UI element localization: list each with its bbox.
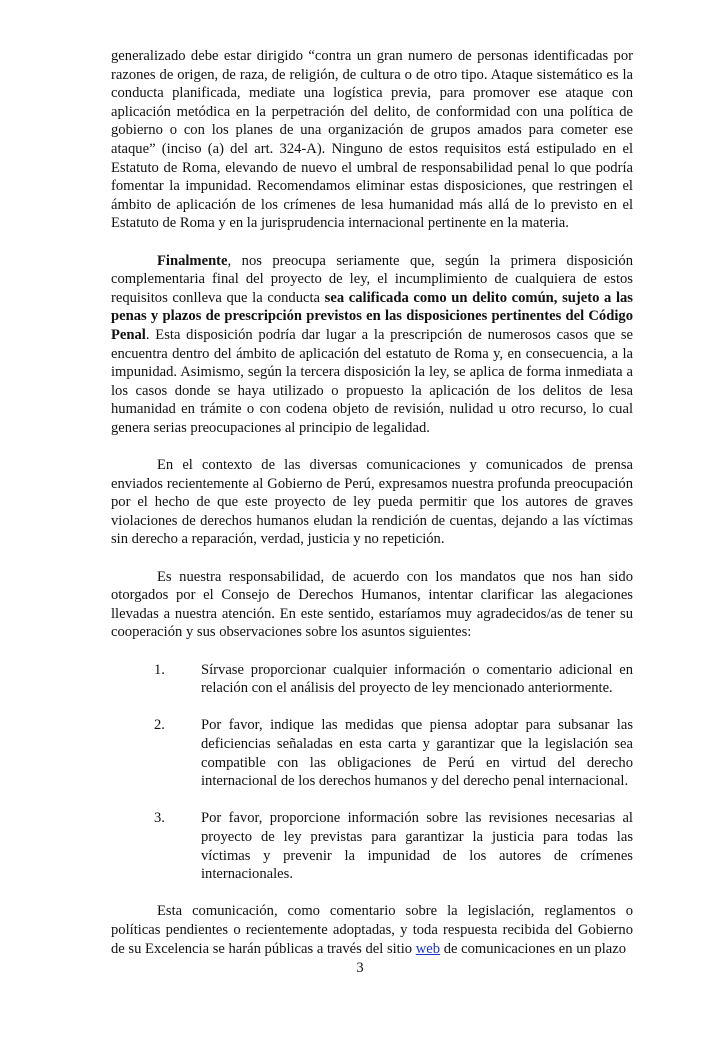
list-item xyxy=(111,809,633,883)
list-item-text: Por favor, proporcione información sobre las revisiones necesarias al proyecto de ley previstas para garantizar la justicia para todas las víctimas y prevenir la impunidad de los autores de crímenes internacionales. xyxy=(201,810,633,883)
questions-list xyxy=(111,661,633,884)
paragraph-5-text-a: Esta comunicación, como comentario sobre la legislación, reglamentos o políticas pendientes o recientemente adoptadas, y toda respuesta recibida del Gobierno de su Excelencia se harán públicas a través del sitio xyxy=(111,903,633,957)
list-item-text: Por favor, indique las medidas que piensa adoptar para subsanar las deficiencias señaladas en esta carta y garantizar que la legislación sea compatible con las obligaciones de Perú en virtud del derecho internacional de los derechos humanos y del derecho penal internacional. xyxy=(201,717,633,790)
paragraph-5 xyxy=(111,902,633,958)
list-item-text: Sírvase proporcionar cualquier información o comentario adicional en relación con el análisis del proyecto de ley mencionado anteriormente. xyxy=(201,661,633,697)
list-item-number: 3. xyxy=(154,810,165,827)
page-number: 3 xyxy=(356,960,364,976)
list-item-number: 2. xyxy=(154,717,165,734)
web-link[interactable]: web xyxy=(415,940,441,957)
list-item xyxy=(111,716,633,790)
paragraph-3: En el contexto de las diversas comunicaciones y comunicados de prensa enviados recientemente al Gobierno de Perú, expresamos nuestra profunda preocupación por el hecho de que este proyecto de ley pueda permitir que los autores de graves violaciones de derechos humanos eludan la rendición de cuentas, dejando a las víctimas sin derecho a reparación, verdad, justicia y no repetición. xyxy=(111,457,633,548)
paragraph-5-text-b: de comunicaciones en un plazo xyxy=(440,940,627,957)
list-item xyxy=(111,661,633,698)
paragraph-4: Es nuestra responsabilidad, de acuerdo con los mandatos que nos han sido otorgados por el Consejo de Derechos Humanos, intentar clarificar las alegaciones llevadas a nuestra atención. En este sentido, estaríamos muy agradecidos/as de tener su cooperación y sus observaciones sobre los asuntos siguientes: xyxy=(111,568,633,641)
paragraph-2-bold-mid: sea calificada como un delito común, sujeto a las penas y plazos de prescripción previstos en las disposiciones pertinentes del Código Penal xyxy=(111,289,633,343)
paragraph-2-text-b: . Esta disposición podría dar lugar a la prescripción de numerosos casos que se encuentra dentro del ámbito de aplicación del estatuto de Roma y, en consecuencia, a la impunidad. Asimismo, según la tercera disposición la ley, se aplica de forma inmediata a los casos donde se haya utilizado o propuesto la aplicación de los delitos de lesa humanidad en trámite o con codena objeto de revisión, nulidad u otro recurso, lo cual genera serias preocupaciones al principio de legalidad. xyxy=(111,326,633,436)
paragraph-1: generalizado debe estar dirigido “contra un gran numero de personas identificadas por razones de origen, de raza, de religión, de cultura o de otro tipo. Ataque sistemático es la conducta planificada, mediate una logística previa, para promover ese ataque con aplicación metódica en la perpetración del delito, de conformidad con una política de gobierno o con los planes de una organización de grupos amados para cometer ese ataque” (inciso (a) del art. 324-A). Ninguno de estos requisitos está estipulado en el Estatuto de Roma, elevando de nuevo el umbral de responsabilidad penal lo que podría fomentar la impunidad. Recomendamos eliminar estas disposiciones, que restringen el ámbito de aplicación de los crímenes de lesa humanidad más allá de lo previsto en el Estatuto de Roma y en la jurisprudencia internacional pertinente en la materia. xyxy=(111,48,633,232)
list-item-number: 1. xyxy=(154,661,165,678)
paragraph-2 xyxy=(111,252,633,438)
document-page xyxy=(111,47,633,977)
paragraph-2-text-a: , nos preocupa seriamente que, según la primera disposición complementaria final del proyecto de ley, el incumplimiento de cualquiera de estos requisitos conlleva que la conducta xyxy=(111,252,633,306)
paragraph-2-bold-lead: Finalmente xyxy=(157,252,228,269)
